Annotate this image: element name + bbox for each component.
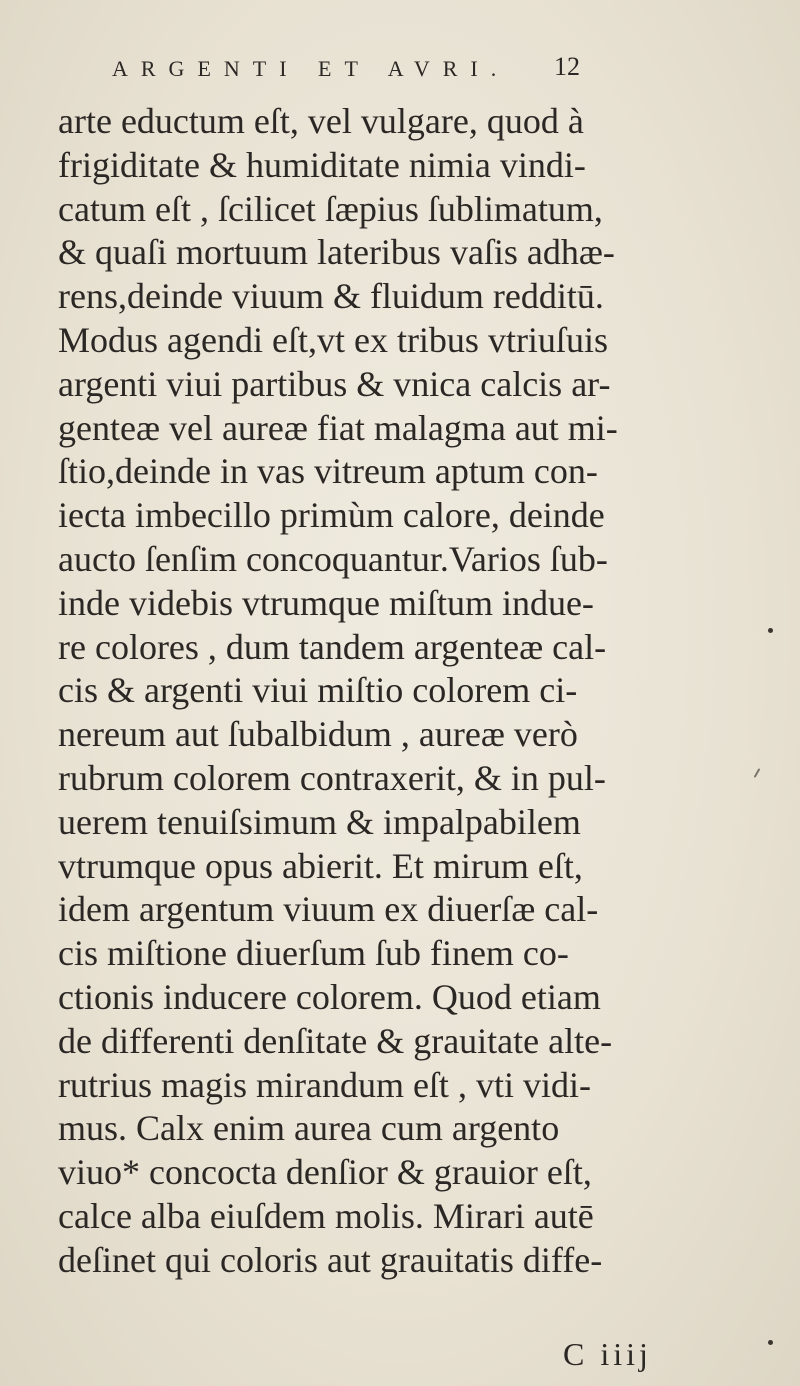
text-line: rens,deinde viuum & fluidum redditū. <box>58 276 604 317</box>
text-line: rutrius magis mirandum eſt , vti vidi- <box>58 1064 591 1105</box>
text-line: cis & argenti viui miſtio colorem ci- <box>58 670 578 711</box>
text-line: mus. Calx enim aurea cum argento <box>58 1108 560 1149</box>
text-line: arte eductum eſt, vel vulgare, quod à <box>58 101 584 141</box>
text-line: argenti viui partibus & vnica calcis ar- <box>58 363 611 404</box>
body-text <box>58 100 748 1283</box>
text-line: nereum aut ſubalbidum , aureæ verò <box>58 714 578 755</box>
text-line: iecta imbecillo primùm calore, deinde <box>58 495 605 536</box>
text-line: frigiditate & humiditate nimia vindi- <box>58 144 586 185</box>
text-line: rubrum colorem contraxerit, & in pul- <box>58 757 606 798</box>
text-line: ſtio,deinde in vas vitreum aptum con- <box>58 451 598 492</box>
text-line: idem argentum viuum ex diuerſæ cal- <box>58 889 599 930</box>
text-line: & quaſi mortuum lateribus vaſis adhæ- <box>58 232 615 273</box>
text-line: vtrumque opus abierit. Et mirum eſt, <box>58 845 583 886</box>
page-number: 12 <box>554 52 580 81</box>
running-title: ARGENTI ET AVRI. <box>112 56 510 81</box>
text-line: Modus agendi eſt,vt ex tribus vtriuſuis <box>58 319 608 360</box>
ink-speck <box>754 768 761 778</box>
text-line: viuo* concocta denſior & grauior eſt, <box>58 1152 592 1193</box>
text-line: ctionis inducere colorem. Quod etiam <box>58 976 601 1017</box>
text-line: aucto ſenſim concoquantur.Varios ſub- <box>58 538 608 579</box>
running-head <box>112 52 760 96</box>
text-line: inde videbis vtrumque miſtum indue- <box>58 582 594 623</box>
ink-speck <box>768 628 773 633</box>
text-line: catum eſt , ſcilicet ſæpius ſublimatum, <box>58 188 603 229</box>
text-line: genteæ vel aureæ fiat malagma aut mi- <box>58 407 618 448</box>
text-line: de differenti denſitate & grauitate alte- <box>58 1020 613 1061</box>
text-line: cis miſtione diuerſum ſub finem co- <box>58 933 569 974</box>
ink-speck <box>768 1340 773 1345</box>
signature-mark: C iiij <box>563 1336 652 1372</box>
text-line: re colores , dum tandem argenteæ cal- <box>58 626 607 667</box>
text-line: calce alba eiuſdem molis. Mirari autē <box>58 1195 594 1236</box>
text-line: deſinet qui coloris aut grauitatis diffe- <box>58 1239 603 1280</box>
text-line: uerem tenuiſsimum & impalpabilem <box>58 801 581 842</box>
